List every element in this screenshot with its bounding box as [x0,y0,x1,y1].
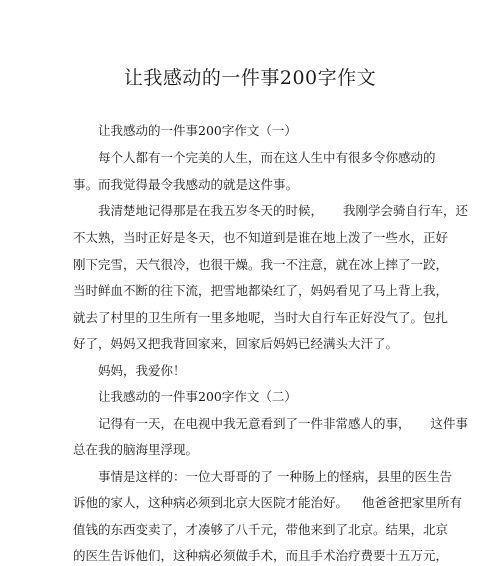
paragraph-line: 总在我的脑海里浮现。 [73,442,199,457]
paragraph-line: 刚下完雪，天气很冷，也很干燥。我一不注意，就在冰上摔了一跤， [73,257,449,272]
paragraph-line-part: 记得有一天，在电视中我无意看到了一件非常感人的事， [98,416,411,431]
paragraph-line: 的医生告诉他们，这种病必须做手术，而且手术治疗费要十五万元， [73,548,449,563]
paragraph-line [73,495,462,511]
paragraph-line: 不太熟，当时正好是冬天，也不知道到是谁在地上泼了一些水，正好 [73,230,449,245]
paragraph-line-part: 我清楚地记得那是在我五岁冬天的时候， [98,203,324,218]
paragraph-line: 妈妈，我爱你！ [98,363,186,378]
paragraph-line-part: 这件事 [430,416,469,431]
document-title: 让我感动的一件事200字作文 [123,67,377,89]
paragraph-line: 就去了村里的卫生所有一里多地呢，当时大自行车正好没气了。包扎 [73,310,449,325]
paragraph-line: 值钱的东西变卖了，才凑够了八千元，带他来到了北京。结果，北京 [73,522,449,537]
section-heading-2: 让我感动的一件事200字作文（二） [98,389,297,404]
paragraph-line-part: 我刚学会骑自行车，还 [343,203,469,218]
paragraph-line: 每个人都有一个完美的人生，而在这人生中有很多令你感动的 [98,150,436,165]
paragraph-line: 好了，妈妈又把我背回家来，回家后妈妈已经满头大汗了。 [73,336,399,351]
paragraph-line: 事。而我觉得最令我感动的就是这件事。 [73,177,299,192]
paragraph-line: 事情是这样的：一位大哥哥的了 一种肠上的怪病，县里的医生告 [98,469,452,484]
paragraph-line [98,416,468,432]
paragraph-line-part: 他爸爸把家里所有 [362,495,463,510]
paragraph-line: 当时鲜血不断的往下流，把雪地都染红了，妈妈看见了马上背上我， [73,283,449,298]
paragraph-line-part: 诉他的家人，这种病必须到北京大医院才能治好。 [73,495,349,510]
paragraph-line [98,203,468,219]
section-heading-1: 让我感动的一件事200字作文（一） [98,123,297,138]
